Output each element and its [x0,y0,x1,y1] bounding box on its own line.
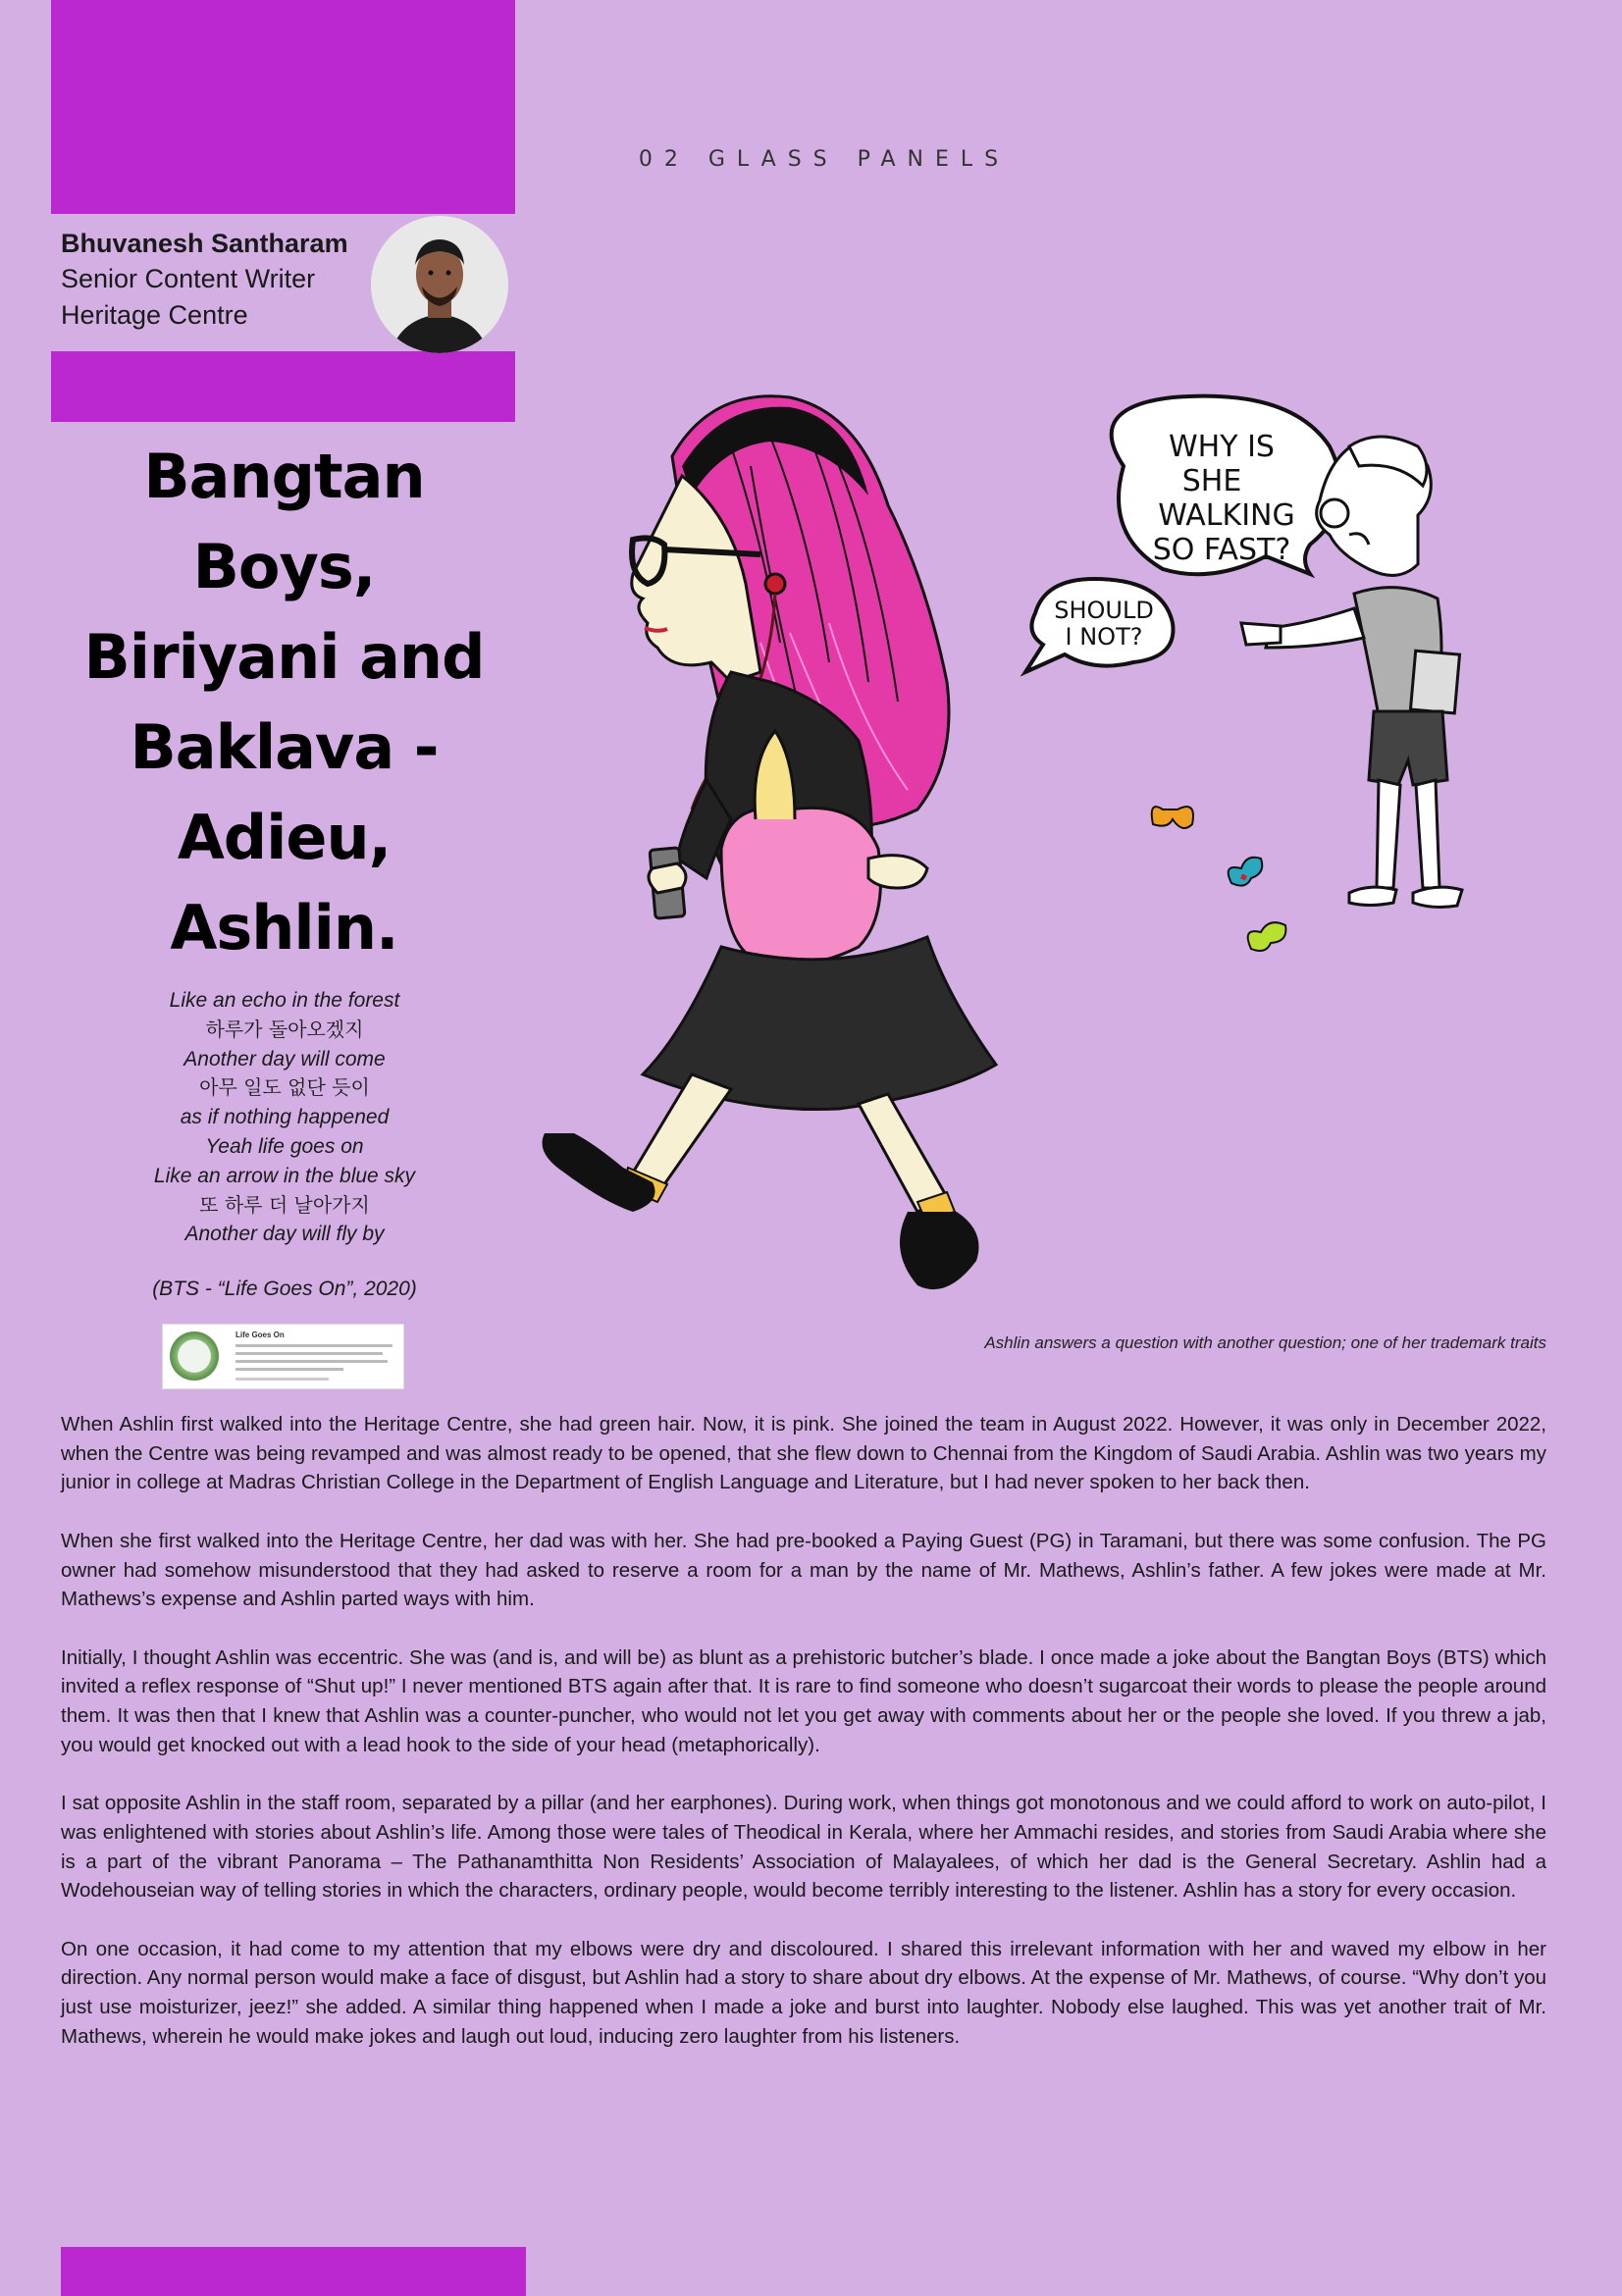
illustration-caption: Ashlin answers a question with another question; one of her trademark traits [984,1333,1546,1352]
author-organization: Heritage Centre [61,300,248,330]
lyric-line: as if nothing happened [180,1106,390,1129]
lyric-line: 또 하루 더 날아가지 [199,1192,370,1217]
butterflies [1152,807,1286,951]
body-paragraph: When she first walked into the Heritage Centre, her dad was with her. She had pre-booked a Paying Guest (PG) in Taramani, but there was some confusion. The PG owner had somehow misunderstood that they had asked to reserve a room for a man by the name of Mr. Mathews, Ashlin’s father. A few jokes were made at Mr. Mathews’s expense and Ashlin parted ways with him. [61,1529,1546,1611]
author-name: Bhuvanesh Santharam [61,229,348,258]
lyric-line: Yeah life goes on [205,1134,364,1158]
article-title: Bangtan Boys, Biriyani and Baklava - Adieu, Ashlin. [83,441,485,964]
speech-bubble-line: WALKING [1158,498,1295,533]
lyric-line: Like an arrow in the blue sky [153,1164,416,1187]
body-paragraph: I sat opposite Ashlin in the staff room, separated by a pillar (and her earphones). During work, when things got monotonous and we could afford to work on auto-pilot, I was enlightened with stories about Ashlin’s life. Among those were tales of Theodical in Kerala, where her Ammachi resides, and stories from Saudi Arabia where she is a part of the vibrant Panorama – The Pathanamthitta Non Residents’ Association of Malayalees, of which her dad is the General Secretary. Ashlin had a Wodehouseian way of telling stories in which the characters, ordinary people, would become terribly interesting to the listener. Ashlin has a story for every occasion. [61,1792,1546,1903]
body-paragraph: Initially, I thought Ashlin was eccentric. She was (and is, and will be) as blunt as a prehistoric butcher’s blade. I once made a joke about the Bangtan Boys (BTS) which invited a reflex response of “Shut up!” I never mentioned BTS again after that. It is rare to find someone who doesn’t sugarcoat their words to please the people around them. It was then that I knew that Ashlin was a counter-puncher, who would not let you get away with comments about her or the people she loved. If you threw a jab, you would get knocked out with a lead hook to the side of your head (metaphorically). [61,1645,1546,1756]
text-placeholder-line [235,1360,388,1363]
footer-accent-block [61,2247,526,2296]
song-lyrics [98,986,471,1249]
speech-bubble-line: SHOULD [1054,597,1154,624]
author-info [61,226,375,334]
author-accent-block [51,351,515,422]
song-link-title: Life Goes On [235,1331,285,1339]
text-placeholder-line [235,1352,383,1355]
lyric-line: Another day will come [183,1047,386,1070]
speech-bubble-line: I NOT? [1065,623,1143,651]
speech-bubble-line: WHY IS [1169,430,1275,464]
album-thumbnail [166,1328,223,1384]
text-placeholder-line [235,1378,329,1381]
article-body [61,1410,1546,2080]
author-avatar [371,216,508,353]
section-label: 02 GLASS PANELS [638,147,1011,172]
speech-bubble-line: SO FAST? [1152,533,1291,567]
lyric-line: Another day will fly by [184,1223,385,1246]
text-placeholder-line [235,1344,392,1347]
top-accent-block [51,0,515,214]
lyric-line: Like an echo in the forest [169,989,400,1012]
lyric-line: 하루가 돌아오겠지 [205,1017,364,1041]
song-link-card[interactable] [162,1324,404,1389]
cartoon-illustration [535,388,1536,1295]
speech-bubble-line: SHE [1181,464,1242,498]
body-paragraph: When Ashlin first walked into the Heritage Centre, she had green hair. Now, it is pink. She joined the team in August 2022. However, it was only in December 2022, when the Centre was being revamped and was almost ready to be opened, that she flew down to Chennai from the Kingdom of Saudi Arabia. Ashlin was two years my junior in college at Madras Christian College in the Department of English Language and Literature, but I had never spoken to her back then. [61,1413,1546,1494]
author-role: Senior Content Writer [61,264,316,293]
speech-bubble-small [1025,579,1174,672]
body-paragraph: On one occasion, it had come to my attention that my elbows were dry and discoloured. I shared this irrelevant information with her and waved my elbow in her direction. Any normal person would make a face of disgust, but Ashlin had a story to share about dry elbows. At the expense of Mr. Mathews, of course. “Why don’t you just use moisturizer, jeez!” she added. A similar thing happened when I made a joke and burst into laughter. Nobody else laughed. This was yet another trait of Mr. Mathews, wherein he would make jokes and laugh out loud, inducing zero laughter from his listeners. [61,1937,1546,2048]
girl-figure [543,396,997,1289]
text-placeholder-line [235,1368,343,1371]
lyrics-citation: (BTS - “Life Goes On”, 2020) [152,1278,417,1300]
lyric-line: 아무 일도 없단 듯이 [199,1075,370,1100]
speech-bubble-large [1112,396,1341,575]
